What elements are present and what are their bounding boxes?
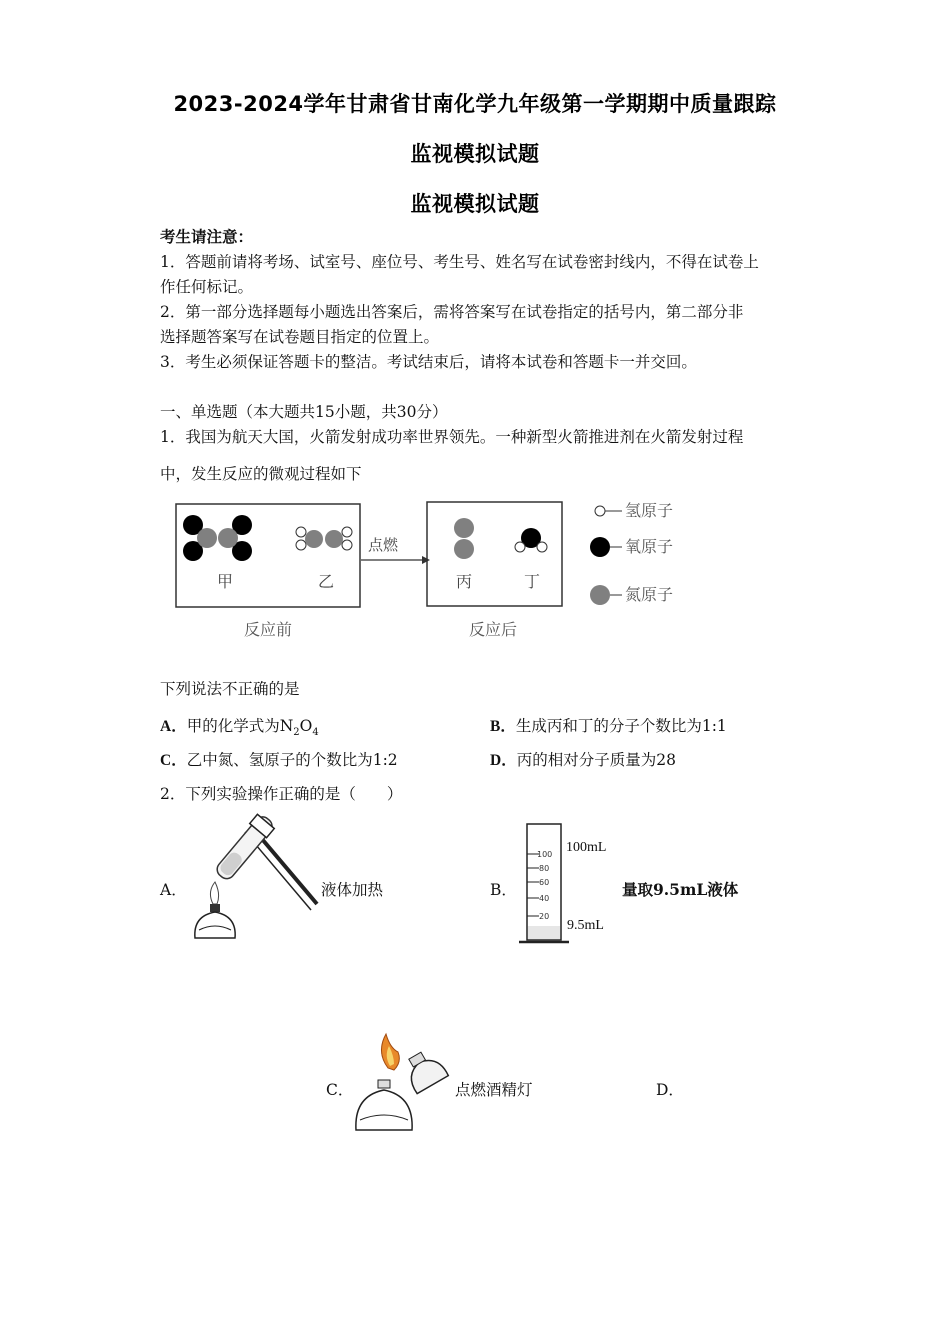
q2-option-b-label: 量取9.5mL液体 (622, 880, 739, 899)
svg-text:40: 40 (539, 894, 550, 903)
q1-option-c[interactable]: C．乙中氮、氢原子的个数比为1:2 (160, 751, 398, 769)
q1-prompt: 下列说法不正确的是 (160, 680, 300, 698)
q1-option-b[interactable]: B．生成丙和丁的分子个数比为1:1 (490, 717, 727, 735)
label-yi: 乙 (318, 572, 335, 591)
label-jia: 甲 (217, 572, 234, 591)
notice-item-1a: 1．答题前请将考场、试室号、座位号、考生号、姓名写在试卷密封线内，不得在试卷上 (160, 253, 759, 271)
label-ding: 丁 (524, 572, 541, 591)
section-heading: 一、单选题（本大题共15小题，共30分） (160, 403, 448, 421)
q2-option-d-letter[interactable]: D． (656, 1081, 684, 1099)
notice-item-2b: 选择题答案写在试卷题目指定的位置上。 (160, 328, 440, 346)
q2-option-c-label: 点燃酒精灯 (455, 1081, 533, 1099)
molecule-bing (454, 518, 474, 559)
q2-option-c-letter[interactable]: C． (326, 1081, 354, 1099)
q2-option-b-letter[interactable]: B． (490, 881, 517, 899)
q2-option-a-label: 液体加热 (321, 881, 384, 899)
svg-text:80: 80 (539, 864, 550, 873)
legend-oxygen (590, 537, 673, 557)
lighting-alcohol-lamp-illustration (352, 1030, 452, 1138)
notice-item-2a: 2．第一部分选择题每小题选出答案后，需将答案写在试卷指定的括号内，第二部分非 (160, 303, 744, 321)
exam-title: 2023-2024学年甘肃省甘南化学九年级第一学期期中质量跟踪 (173, 92, 777, 116)
svg-text:20: 20 (539, 912, 550, 921)
svg-text:氮原子: 氮原子 (625, 585, 674, 604)
notice-heading: 考生请注意： (160, 227, 254, 246)
label-bing: 丙 (456, 572, 473, 591)
notice-item-3: 3．考生必须保证答题卡的整洁。考试结束后，请将本试卷和答题卡一并交回。 (160, 353, 697, 371)
legend-nitrogen (590, 585, 673, 605)
q1-stem-b: 中，发生反应的微观过程如下 (160, 465, 362, 483)
cylinder-top-volume: 100mL (566, 840, 607, 855)
arrow-label: 点燃 (368, 536, 399, 554)
molecule-yi (296, 527, 352, 550)
reaction-diagram (160, 490, 720, 650)
q1-option-d[interactable]: D．丙的相对分子质量为28 (490, 751, 676, 769)
after-caption: 反应后 (469, 620, 518, 639)
exam-title-line2: 监视模拟试题 (410, 142, 540, 166)
molecule-jia (183, 515, 252, 561)
notice-item-1b: 作任何标记。 (160, 278, 254, 296)
q1-option-a[interactable]: A．甲的化学式为$N_2O_4$ (160, 717, 319, 739)
molecule-ding (515, 528, 547, 552)
svg-text:氧原子: 氧原子 (625, 537, 674, 556)
svg-text:100: 100 (537, 850, 553, 859)
heating-liquid-illustration (185, 812, 325, 944)
before-box (176, 504, 360, 607)
q2-stem: 2．下列实验操作正确的是（ ） (160, 785, 403, 803)
before-caption: 反应前 (244, 620, 293, 639)
cylinder-bottom-volume: 9.5mL (567, 918, 604, 933)
legend-hydrogen (595, 501, 673, 520)
q1-stem-a: 1．我国为航天大国，火箭发射成功率世界领先。一种新型火箭推进剂在火箭发射过程 (160, 428, 744, 446)
exam-title-line3: 监视模拟试题 (410, 192, 540, 216)
after-box (427, 502, 562, 606)
q2-option-a-letter[interactable]: A． (160, 881, 187, 899)
svg-text:60: 60 (539, 878, 550, 887)
svg-text:氢原子: 氢原子 (625, 501, 674, 520)
